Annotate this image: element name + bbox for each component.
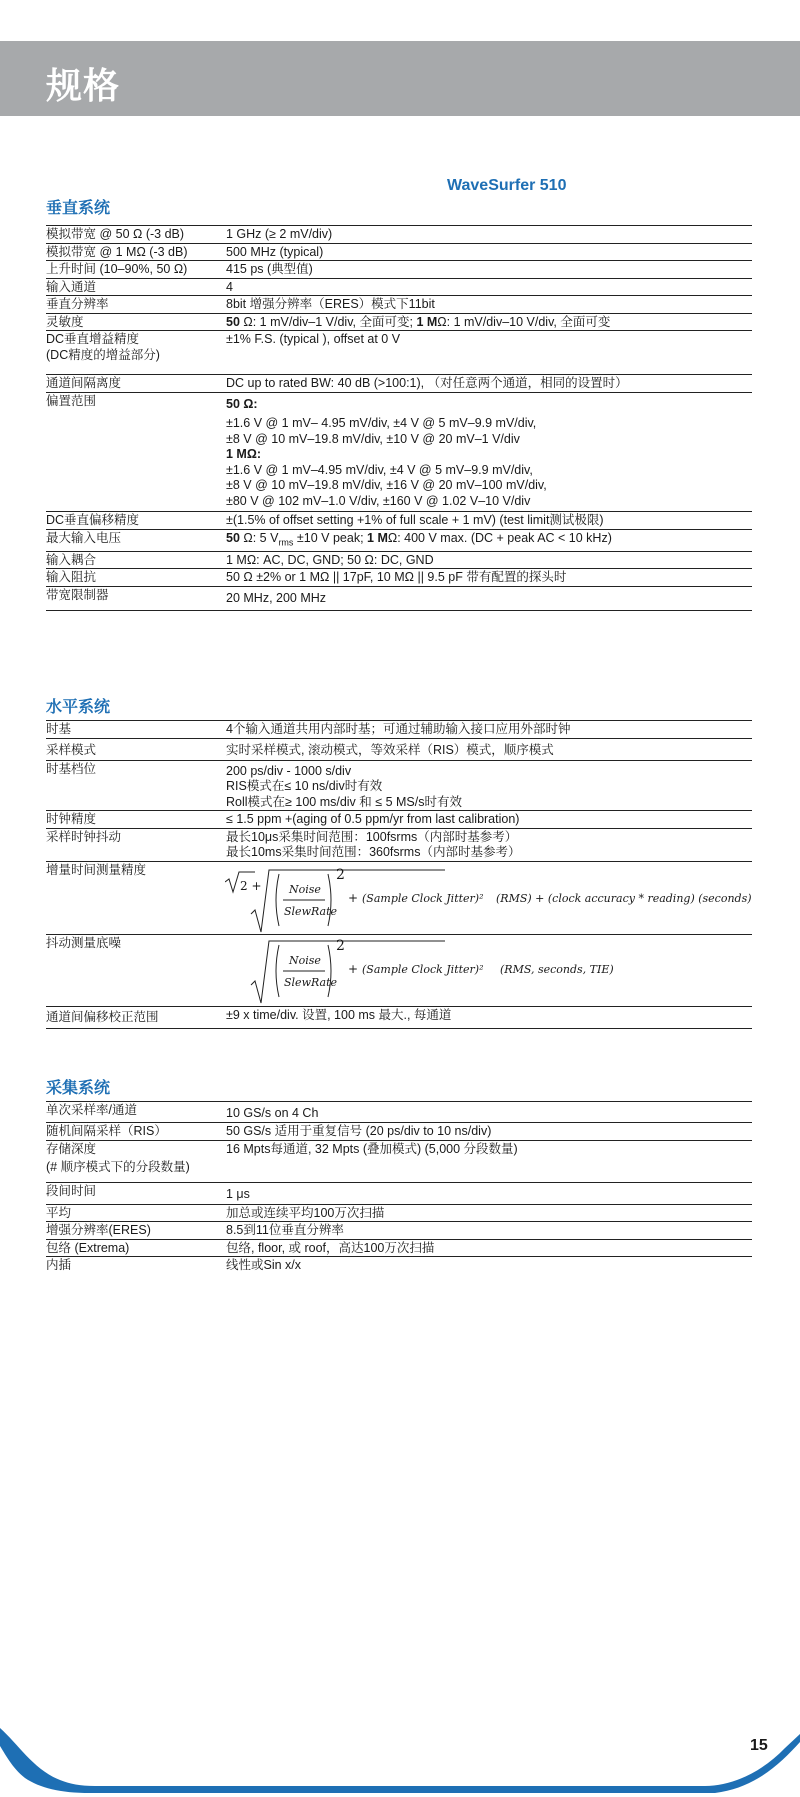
table-row xyxy=(46,1240,752,1258)
row-value: 8.5到11位垂直分辨率 xyxy=(226,1223,344,1237)
row-label: 平均 xyxy=(46,1205,72,1220)
value-bold: 1 M xyxy=(367,530,388,545)
row-label: 时基 xyxy=(46,722,72,736)
formula-tail: (RMS, seconds, TIE) xyxy=(500,962,614,976)
row-label-line: (# 顺序模式下的分段数量) xyxy=(46,1160,190,1174)
row-value: 1 MΩ: AC, DC, GND; 50 Ω: DC, GND xyxy=(226,552,434,567)
value-text: ±10 V peak; xyxy=(293,530,368,545)
row-value: ±(1.5% of offset setting +1% of full scale + 1 mV) (test limit测试极限) xyxy=(226,513,604,527)
row-label: 带宽限制器 xyxy=(46,587,109,602)
table-row xyxy=(46,512,752,530)
row-label: 通道间偏移校正范围 xyxy=(46,1009,159,1024)
row-label: 内插 xyxy=(46,1258,72,1272)
row-label-line: (DC精度的增益部分) xyxy=(46,347,160,362)
table-row xyxy=(46,1183,752,1205)
row-label: 最大输入电压 xyxy=(46,530,122,545)
row-label: 增强分辨率(ERES) xyxy=(46,1223,151,1237)
row-label: 时基档位 xyxy=(46,761,97,776)
table-row xyxy=(46,331,752,375)
row-value xyxy=(226,761,752,811)
formula-plus: + xyxy=(348,890,359,905)
row-label: 增量时间测量精度 xyxy=(46,862,147,877)
value-line: 1 MΩ: xyxy=(226,447,262,461)
row-label: 输入耦合 xyxy=(46,552,97,567)
table-row xyxy=(46,720,752,739)
value-line: 50 Ω: xyxy=(226,396,258,411)
row-label: 灵敏度 xyxy=(46,314,84,329)
row-label: 上升时间 (10–90%, 50 Ω) xyxy=(46,262,188,276)
table-row xyxy=(46,261,752,279)
value-line: ±8 V @ 10 mV–19.8 mV/div, ±10 V @ 20 mV–1 V/div xyxy=(226,431,520,446)
row-label: 模拟带宽 @ 50 Ω (-3 dB) xyxy=(46,227,185,241)
section-title-vertical: 垂直系统 xyxy=(46,198,111,217)
row-value: 加总或连续平均100万次扫描 xyxy=(226,1205,385,1220)
table-row xyxy=(46,1141,752,1183)
formula-numerator: Noise xyxy=(289,882,321,896)
table-row xyxy=(46,314,752,332)
table-row xyxy=(46,569,752,587)
row-label: 随机间隔采样（RIS） xyxy=(46,1124,167,1138)
row-value xyxy=(226,829,752,861)
row-value: 20 MHz, 200 MHz xyxy=(226,590,327,605)
value-bold: 50 xyxy=(226,530,240,545)
value-subscript: rms xyxy=(278,537,294,547)
table-row xyxy=(46,375,752,393)
formula-denominator: SlewRate xyxy=(284,975,338,989)
row-value xyxy=(226,314,752,331)
row-value: 16 Mpts每通道, 32 Mpts (叠加模式) (5,000 分段数量) xyxy=(226,1141,518,1156)
table-row xyxy=(46,296,752,314)
row-label: 模拟带宽 @ 1 MΩ (-3 dB) xyxy=(46,244,188,259)
value-line: Roll模式在≥ 100 ms/div 和 ≤ 5 MS/s时有效 xyxy=(226,794,462,809)
row-label: 段间时间 xyxy=(46,1183,97,1198)
value-bold: 1 M xyxy=(416,314,438,329)
row-value: 包络, floor, 或 roof，高达100万次扫描 xyxy=(226,1240,435,1255)
section-title-acquisition: 采集系统 xyxy=(46,1078,111,1097)
formula-tail: (RMS) + (clock accuracy * reading) (seconds) xyxy=(496,891,752,905)
row-value: ≤ 1.5 ppm +(aging of 0.5 ppm/yr from last calibration) xyxy=(226,812,520,826)
row-value: ±9 x time/div. 设置, 100 ms 最大., 每通道 xyxy=(226,1007,452,1022)
row-label: 通道间隔离度 xyxy=(46,376,122,390)
row-value: 50 Ω ±2% or 1 MΩ || 17pF, 10 MΩ || 9.5 pF 带有配置的探头时 xyxy=(226,570,567,584)
table-row xyxy=(46,244,752,262)
table-row xyxy=(46,393,752,513)
value-bold: 50 xyxy=(226,314,240,329)
section-title-horizontal: 水平系统 xyxy=(46,697,111,716)
model-name: WaveSurfer 510 xyxy=(447,177,567,194)
row-label: 垂直分辨率 xyxy=(46,297,109,311)
row-value: 8bit 增强分辨率（ERES）模式下11bit xyxy=(226,297,435,311)
row-value xyxy=(226,530,752,551)
table-row xyxy=(46,1205,752,1223)
table-row xyxy=(46,811,752,829)
row-value: 线性或Sin x/x xyxy=(226,1258,302,1272)
row-label: 偏置范围 xyxy=(46,393,97,408)
formula-jitter-floor xyxy=(226,935,752,1006)
row-label-line: DC垂直增益精度 xyxy=(46,332,140,346)
formula-left-paren xyxy=(276,945,279,997)
row-label: 抖动测量底噪 xyxy=(46,935,122,950)
row-label: 输入通道 xyxy=(46,279,97,294)
formula-sqrt2: 2 + xyxy=(240,878,262,893)
row-label xyxy=(46,1141,226,1182)
value-text: Ω: 5 V xyxy=(239,530,279,545)
table-row xyxy=(46,829,752,862)
table-row xyxy=(46,862,752,935)
value-line: 200 ps/div - 1000 s/div xyxy=(226,763,352,778)
table-row xyxy=(46,1222,752,1240)
row-label: 采样模式 xyxy=(46,742,97,757)
row-value: 500 MHz (typical) xyxy=(226,244,324,259)
footer-wave-shape xyxy=(0,1728,800,1793)
table-row xyxy=(46,552,752,570)
value-line: ±1.6 V @ 1 mV– 4.95 mV/div, ±4 V @ 5 mV–9.9 mV/div, xyxy=(226,416,537,430)
page-number: 15 xyxy=(750,1737,768,1754)
value-text: Ω: 400 V max. (DC + peak AC < 10 kHz) xyxy=(387,530,612,545)
footer-wave xyxy=(0,1700,800,1797)
row-value: ±1% F.S. (typical ), offset at 0 V xyxy=(226,332,401,346)
formula-exponent: 2 xyxy=(336,937,345,954)
formula-delta-time xyxy=(226,862,752,934)
row-value: 4 xyxy=(226,279,233,294)
formula-radical-svg xyxy=(225,935,751,1007)
table-row xyxy=(46,739,752,761)
value-line: ±80 V @ 102 mV–1.0 V/div, ±160 V @ 1.02 V–10 V/div xyxy=(226,493,531,508)
row-value: DC up to rated BW: 40 dB (>100:1), （对任意两个通道，相同的设置时） xyxy=(226,376,628,390)
table-row xyxy=(46,225,752,244)
spec-table-vertical xyxy=(46,225,752,611)
table-row xyxy=(46,761,752,812)
row-label: 包络 (Extrema) xyxy=(46,1240,130,1255)
row-value: 实时采样模式, 滚动模式，等效采样（RIS）模式，顺序模式 xyxy=(226,742,554,757)
spec-table-acquisition xyxy=(46,1101,752,1274)
formula-left-paren xyxy=(276,874,279,926)
table-row xyxy=(46,530,752,552)
row-label: 时钟精度 xyxy=(46,812,97,826)
value-line: 最长10μs采集时间范围：100fsrms（内部时基参考） xyxy=(226,829,518,844)
row-label-line: 存储深度 xyxy=(46,1141,97,1156)
spec-table-horizontal xyxy=(46,720,752,1029)
formula-plus: + xyxy=(348,961,359,976)
table-row xyxy=(46,1101,752,1123)
value-line: ±8 V @ 10 mV–19.8 mV/div, ±16 V @ 20 mV–100 mV/div, xyxy=(226,478,547,492)
table-row xyxy=(46,1007,752,1029)
row-value: 50 GS/s 适用于重复信号 (20 ps/div to 10 ns/div) xyxy=(226,1124,492,1138)
table-row xyxy=(46,1257,752,1274)
value-text: Ω: 1 mV/div–10 V/div, 全面可变 xyxy=(437,314,611,329)
table-row xyxy=(46,935,752,1007)
page-title: 规格 xyxy=(46,66,121,107)
formula-exponent: 2 xyxy=(336,866,345,883)
value-line: ±1.6 V @ 1 mV–4.95 mV/div, ±4 V @ 5 mV–9.9 mV/div, xyxy=(226,462,533,477)
row-value: 10 GS/s on 4 Ch xyxy=(226,1106,319,1120)
table-row xyxy=(46,587,752,611)
formula-numerator: Noise xyxy=(289,953,321,967)
row-value: 1 GHz (≥ 2 mV/div) xyxy=(226,227,333,241)
table-row xyxy=(46,1123,752,1141)
row-label: 单次采样率/通道 xyxy=(46,1103,137,1117)
formula-denominator: SlewRate xyxy=(284,904,338,918)
row-label: DC垂直偏移精度 xyxy=(46,513,140,527)
row-label xyxy=(46,331,226,374)
value-line: 最长10ms采集时间范围：360fsrms（内部时基参考） xyxy=(226,845,521,859)
formula-jitter-term: (Sample Clock Jitter)² xyxy=(362,891,484,905)
row-label: 输入阻抗 xyxy=(46,570,97,584)
table-row xyxy=(46,279,752,297)
row-value: 415 ps (典型值) xyxy=(226,262,313,276)
row-value: 1 μs xyxy=(226,1186,250,1201)
formula-jitter-term: (Sample Clock Jitter)² xyxy=(362,962,484,976)
value-text: Ω: 1 mV/div–1 V/div, 全面可变; xyxy=(239,314,417,329)
row-label: 采样时钟抖动 xyxy=(46,829,122,844)
row-value xyxy=(226,393,752,512)
value-line: RIS模式在≤ 10 ns/div时有效 xyxy=(226,779,383,793)
row-value: 4个输入通道共用内部时基；可通过辅助输入接口应用外部时钟 xyxy=(226,722,571,736)
